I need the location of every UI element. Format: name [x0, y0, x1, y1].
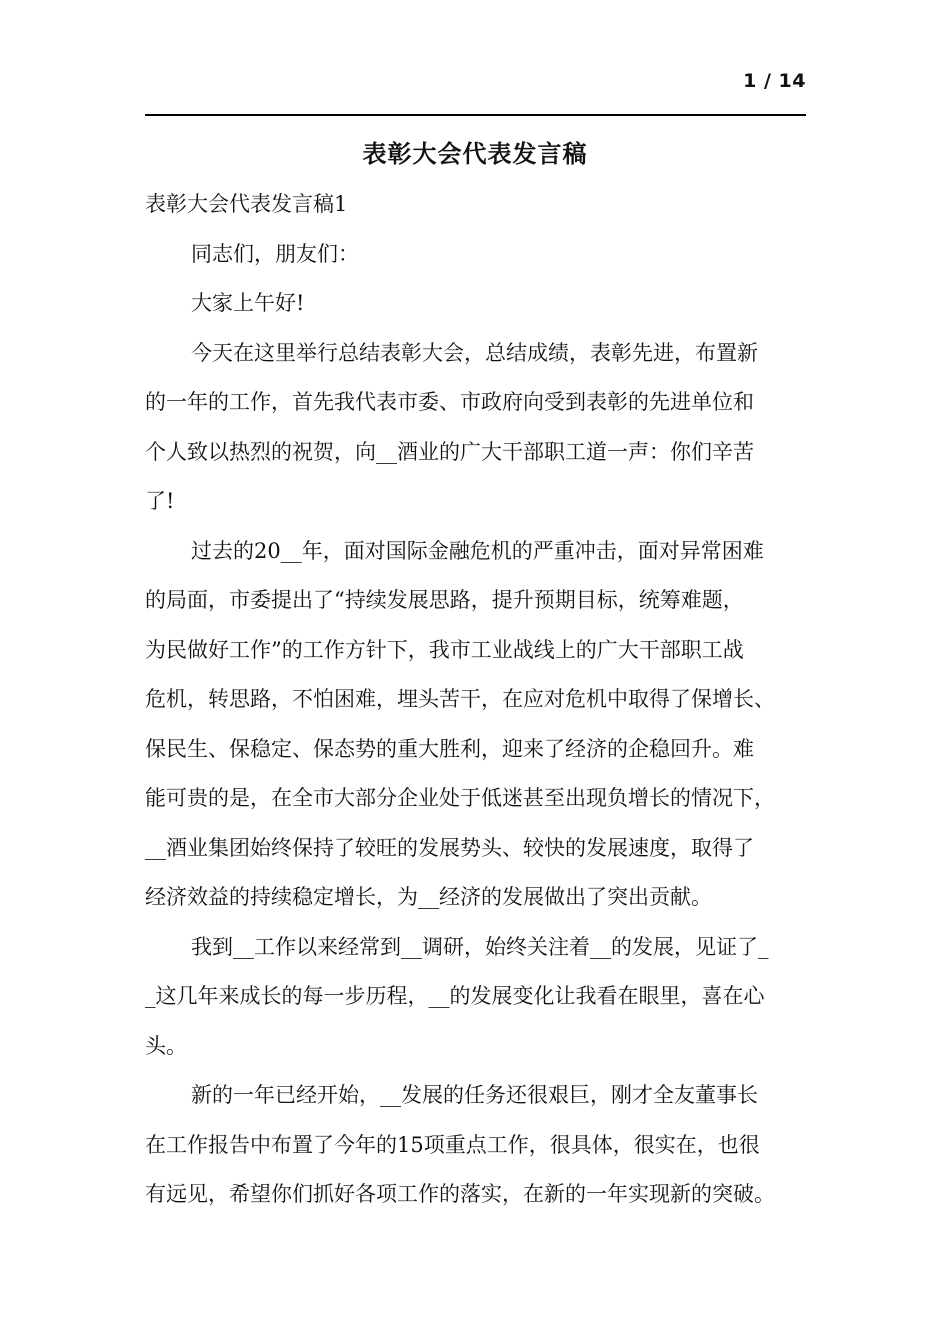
paragraph-lines: [145, 230, 821, 1220]
header-divider: [145, 114, 806, 116]
text-line: 过去的20__年，面对国际金融危机的严重冲击，面对异常困难: [191, 538, 764, 563]
document-subtitle: 表彰大会代表发言稿1: [145, 192, 348, 216]
text-line: 个人致以热烈的祝贺，向__酒业的广大干部职工道一声：你们辛苦: [145, 439, 754, 464]
text-line: 经济效益的持续稳定增长，为__经济的发展做出了突出贡献。: [145, 885, 712, 909]
document-title: 表彰大会代表发言稿: [362, 140, 588, 168]
text-line: 头。: [145, 1033, 187, 1058]
text-line: 今天在这里举行总结表彰大会，总结成绩，表彰先进，布置新: [191, 340, 758, 365]
document-body: [145, 180, 821, 1220]
text-line: 危机，转思路，不怕困难，埋头苦干，在应对危机中取得了保增长、: [145, 687, 775, 711]
text-line: 能可贵的是，在全市大部分企业处于低迷甚至出现负增长的情况下，: [145, 786, 775, 810]
text-line: 的一年的工作，首先我代表市委、市政府向受到表彰的先进单位和: [145, 390, 754, 414]
text-line: 同志们，朋友们：: [191, 241, 359, 266]
text-line: _这几年来成长的每一步历程，__的发展变化让我看在眼里，喜在心: [145, 984, 765, 1008]
text-line: 了!: [145, 489, 175, 513]
text-line: 在工作报告中布置了今年的15项重点工作，很具体，很实在，也很: [145, 1132, 760, 1157]
text-line: 有远见，希望你们抓好各项工作的落实，在新的一年实现新的突破。: [145, 1182, 775, 1206]
text-line: 保民生、保稳定、保态势的重大胜利，迎来了经济的企稳回升。难: [145, 736, 754, 761]
text-line: 为民做好工作”的工作方针下，我市工业战线上的广大干部职工战: [145, 637, 744, 662]
text-line: 的局面，市委提出了“持续发展思路，提升预期目标，统筹难题，: [145, 588, 744, 612]
text-line: 我到__工作以来经常到__调研，始终关注着__的发展，见证了_: [191, 934, 769, 959]
text-line: __酒业集团始终保持了较旺的发展势头、较快的发展速度，取得了: [145, 835, 754, 860]
text-line: 新的一年已经开始，__发展的任务还很艰巨，刚才全友董事长: [191, 1083, 758, 1107]
text-line: 大家上午好!: [191, 291, 305, 315]
page-number: 1 / 14: [743, 70, 806, 92]
